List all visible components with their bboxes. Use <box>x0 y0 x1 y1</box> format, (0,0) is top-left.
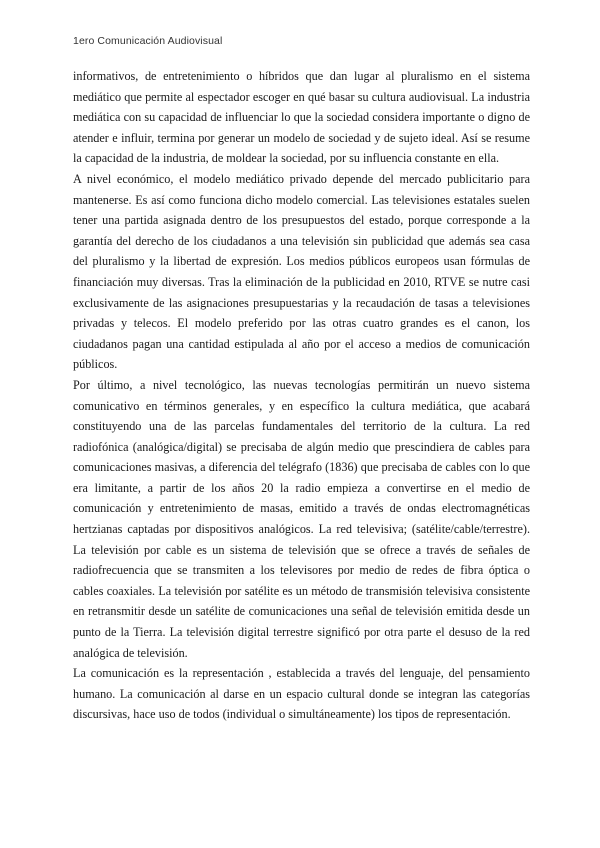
paragraph-technological-level: Por último, a nivel tecnológico, las nuevas tecnologías permitirán un nuevo sistema comunicativo en términos generales, y en específico la cultura mediática, que acabará constituyendo una de las parcelas fundamentales del territorio de la cultura. La red radiofónica (analógica/digital) se precisaba de algún medio que prescindiera de cables para comunicaciones masivas, a diferencia del telégrafo (1836) que precisaba de cables con lo que era limitante, a partir de los años 20 la radio empieza a convertirse en el medio de comunicación y entretenimiento de masas, emitido a través de ondas electromagnéticas hertzianas captadas por dispositivos analógicos. La red televisiva; (satélite/cable/terrestre). La televisión por cable es un sistema de televisión que se ofrece a través de señales de radiofrecuencia que se transmiten a los televisores por medio de redes de fibra óptica o cables coaxiales. La televisión por satélite es un método de transmisión televisiva consistente en retransmitir desde un satélite de comunicaciones una señal de televisión emitida desde un punto de la Tierra. La televisión digital terrestre significó por otra parte el desuso de la red analógica de televisión. <box>73 377 530 660</box>
body-text <box>73 66 530 725</box>
running-header: 1ero Comunicación Audiovisual <box>73 35 223 47</box>
paragraph-communication-representation: La comunicación es la representación , establecida a través del lenguaje, del pensamiento humano. La comunicación al darse en un espacio cultural donde se integran las categorías discursivas, hace uso de todos (individual o simultáneamente) los tipos de representación. <box>73 666 530 722</box>
paragraph-economic-model: A nivel económico, el modelo mediático privado depende del mercado publicitario para mantenerse. Es así como funciona dicho modelo comercial. Las televisiones estatales suelen tener una partida asignada dentro de los presupuestos del estado, porque corresponde a la garantía del derecho de los ciudadanos a una televisión sin publicidad que además sea casa del pluralismo y la libertad de expresión. Los medios públicos europeos usan fórmulas de financiación muy diversas. Tras la eliminación de la publicidad en 2010, RTVE se nutre casi exclusivamente de las asignaciones presupuestarias y la recaudación de tasas a televisiones privadas y telecos. El modelo preferido por las otras cuatro grandes es el canon, los ciudadanos pagan una cantidad estipulada al año por el acceso a medios de comunicación públicos. <box>73 171 530 372</box>
paragraph-media-pluralism: informativos, de entretenimiento o híbridos que dan lugar al pluralismo en el sistema mediático que permite al espectador escoger en qué basar su cultura audiovisual. La industria mediática con su capacidad de influenciar lo que la sociedad considera importante o digno de atender e influir, termina por generar un modelo de sociedad y de sujeto ideal. Así se resume la capacidad de la industria, de moldear la sociedad, por su influencia constante en ella. <box>73 69 530 166</box>
